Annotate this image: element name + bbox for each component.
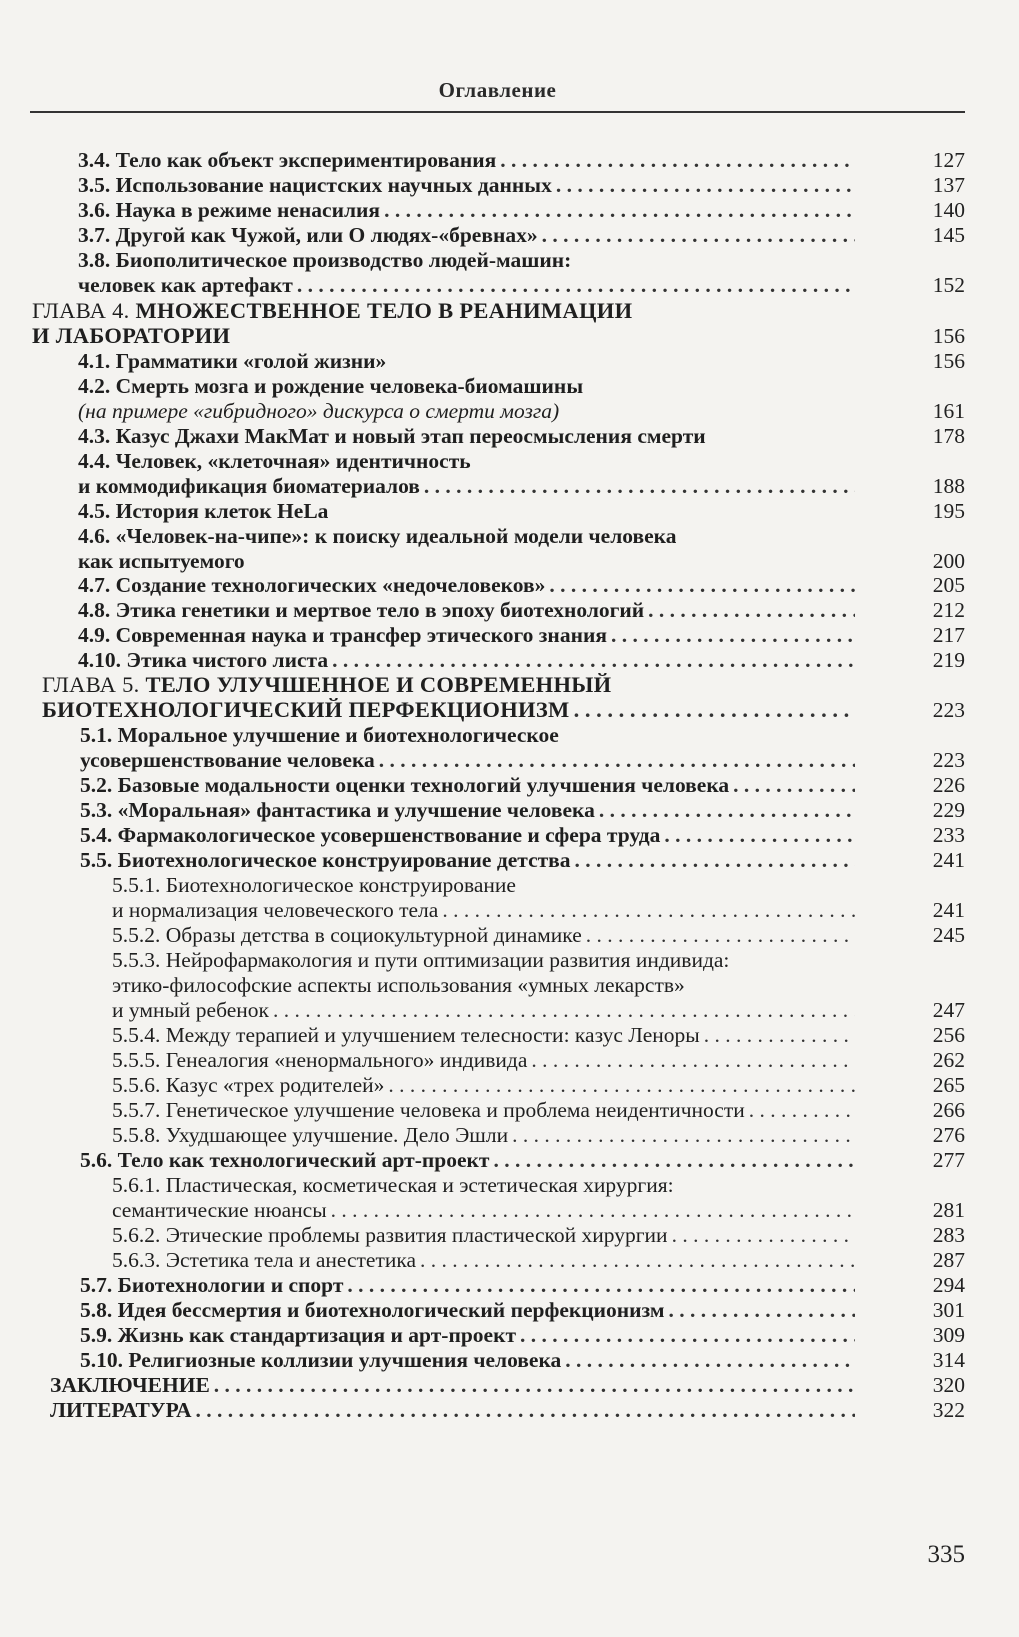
toc-entry-title: 4.2. Смерть мозга и рождение человека-биомашины: [78, 374, 584, 398]
toc-entry-title: 5.2. Базовые модальности оценки технологий улучшения человека: [80, 773, 730, 797]
toc-page-number: 247: [932, 998, 965, 1022]
toc-entry-title: 5.6. Тело как технологический арт-проект: [80, 1148, 490, 1172]
toc-entry: [78, 197, 855, 223]
toc-page-number: 137: [932, 173, 965, 197]
dot-leader: [729, 772, 855, 798]
toc-entry: [50, 1397, 855, 1423]
toc-entry: [112, 1222, 855, 1248]
toc-entry: [112, 947, 729, 973]
toc-entry-title: 5.8. Идея бессмертия и биотехнологический перфекционизм: [80, 1298, 665, 1322]
toc-entry: [112, 1197, 855, 1223]
toc-entry: [112, 997, 855, 1023]
toc-page-number: 294: [932, 1273, 965, 1297]
dot-leader: [570, 697, 855, 723]
toc-chapter-line: [32, 298, 632, 324]
dot-leader: [343, 1272, 855, 1298]
toc-page-number: 200: [932, 549, 965, 573]
toc-entry-title: 5.10. Религиозные коллизии улучшения человека: [80, 1348, 562, 1372]
toc-entry: [80, 797, 855, 823]
toc-page-number: 281: [932, 1198, 965, 1222]
toc-entry-title: 3.7. Другой как Чужой, или О людях-«бревнах»: [78, 223, 538, 247]
toc-entry: [78, 247, 571, 273]
toc-page-number: 152: [932, 273, 965, 297]
toc-entry-title: и нормализация человеческого тела: [112, 898, 439, 922]
toc-entry-title: человек как артефакт: [78, 273, 293, 297]
toc-entry: [80, 722, 559, 748]
toc-entry-title: 5.5.8. Ухудшающее улучшение. Дело Эшли: [112, 1123, 509, 1147]
toc-entry: [78, 523, 676, 549]
toc-page-number: 262: [932, 1048, 965, 1072]
dot-leader: [516, 1322, 855, 1348]
dot-leader: [489, 1147, 855, 1173]
dot-leader: [745, 1097, 855, 1123]
toc-page-number: 229: [932, 798, 965, 822]
toc-entry-title: 5.5.4. Между терапией и улучшением телесности: казус Леноры: [112, 1023, 700, 1047]
toc-entry-title: 4.1. Грамматики «голой жизни»: [78, 349, 387, 373]
toc-entry: [78, 597, 855, 623]
toc-page-number: 256: [932, 1023, 965, 1047]
toc-entry-title: 5.6.2. Этические проблемы развития пластической хирургии: [112, 1223, 668, 1247]
toc-page-number: 309: [932, 1323, 965, 1347]
toc-entry: [80, 772, 855, 798]
dot-leader: [293, 272, 855, 298]
dot-leader: [416, 1247, 855, 1273]
toc-entry-title: 5.6.1. Пластическая, косметическая и эстетическая хирургия:: [112, 1173, 674, 1197]
toc-page-number: 241: [932, 898, 965, 922]
chapter-label: ГЛАВА 4.: [32, 298, 136, 323]
toc-page-number: 145: [932, 223, 965, 247]
toc-entry: [78, 272, 855, 298]
dot-leader: [210, 1372, 855, 1398]
dot-leader: [508, 1122, 855, 1148]
toc-entry: [78, 647, 855, 673]
toc-entry: [78, 473, 855, 499]
dot-leader: [438, 897, 855, 923]
toc-entry-title: 4.4. Человек, «клеточная» идентичность: [78, 449, 471, 473]
toc-entry: [112, 1247, 855, 1273]
toc-entry-title: 5.5.6. Казус «трех родителей»: [112, 1073, 385, 1097]
dot-leader: [665, 1297, 855, 1323]
toc-entry-title: ЗАКЛЮЧЕНИЕ: [50, 1373, 210, 1397]
dot-leader: [668, 1222, 855, 1248]
toc-entry: [78, 548, 245, 574]
toc-entry: [112, 1072, 855, 1098]
dot-leader: [538, 222, 855, 248]
toc-entry: [78, 498, 328, 524]
dot-leader: [380, 197, 855, 223]
toc-entry: [112, 1047, 855, 1073]
toc-entry: [78, 147, 855, 173]
page-number: 335: [927, 1541, 965, 1568]
dot-leader: [420, 473, 855, 499]
dot-leader: [607, 622, 855, 648]
dot-leader: [375, 747, 855, 773]
toc-entry: [80, 1272, 855, 1298]
toc-chapter-line: [32, 323, 230, 349]
toc-entry-title: 5.1. Моральное улучшение и биотехнологическое: [80, 723, 559, 747]
toc-entry-title: 5.5.5. Генеалогия «ненормального» индивида: [112, 1048, 528, 1072]
toc-entry: [78, 572, 855, 598]
toc-entry-title: 5.4. Фармакологическое усовершенствование и сфера труда: [80, 823, 661, 847]
toc-entry: [112, 897, 855, 923]
toc-page-number: 156: [932, 349, 965, 373]
dot-leader: [700, 1022, 855, 1048]
toc-entry-title: как испытуемого: [78, 549, 245, 573]
toc-entry: [78, 448, 471, 474]
toc-page-number: 205: [932, 573, 965, 597]
toc-page-number: 212: [932, 598, 965, 622]
toc-entry-title: ЛИТЕРАТУРА: [50, 1398, 192, 1422]
toc-page-number: 301: [932, 1298, 965, 1322]
toc-entry: [112, 872, 516, 898]
toc-entry-title: 3.5. Использование нацистских научных данных: [78, 173, 552, 197]
toc-entry-title: И ЛАБОРАТОРИИ: [32, 323, 231, 348]
dot-leader: [496, 147, 855, 173]
toc-entry-title: 4.6. «Человек-на-чипе»: к поиску идеальной модели человека: [78, 524, 677, 548]
dot-leader: [595, 797, 855, 823]
toc-entry: [78, 348, 386, 374]
toc-entry: [112, 922, 855, 948]
toc-entry-title: 5.6.3. Эстетика тела и анестетика: [112, 1248, 417, 1272]
toc-chapter-line: [42, 697, 855, 723]
chapter-title: МНОЖЕСТВЕННОЕ ТЕЛО В РЕАНИМАЦИИ: [135, 298, 633, 323]
toc-entry-title: этико-философские аспекты использования «умных лекарств»: [112, 973, 685, 997]
toc-entry: [78, 222, 855, 248]
toc-page-number: 223: [932, 698, 965, 722]
toc-entry-title: 4.7. Создание технологических «недочеловеков»: [78, 573, 546, 597]
toc-entry-title: БИОТЕХНОЛОГИЧЕСКИЙ ПЕРФЕКЦИОНИЗМ: [42, 697, 570, 722]
toc-page-number: 277: [932, 1148, 965, 1172]
dot-leader: [327, 1197, 855, 1223]
toc-page-number: 195: [932, 499, 965, 523]
toc-entry-title: и коммодификация биоматериалов: [78, 474, 420, 498]
toc-entry-title: и умный ребенок: [112, 998, 269, 1022]
toc-entry: [50, 1372, 855, 1398]
toc-entry-title: 4.8. Этика генетики и мертвое тело в эпоху биотехнологий: [78, 598, 645, 622]
toc-entry: [112, 972, 685, 998]
toc-page-number: 276: [932, 1123, 965, 1147]
running-header: Оглавление: [438, 78, 557, 102]
toc-page-number: 266: [932, 1098, 965, 1122]
toc-entry: [80, 747, 855, 773]
toc-entry-title: 5.5. Биотехнологическое конструирование детства: [80, 848, 571, 872]
toc-entry: [78, 423, 706, 449]
toc-entry-title: 5.5.1. Биотехнологическое конструирование: [112, 873, 516, 897]
toc-entry: [112, 1097, 855, 1123]
toc-entry: [78, 398, 559, 424]
dot-leader: [561, 1347, 855, 1373]
toc-page-number: 320: [932, 1373, 965, 1397]
toc-entry: [80, 847, 855, 873]
toc-page-number: 241: [932, 848, 965, 872]
toc-entry: [78, 172, 855, 198]
dot-leader: [269, 997, 855, 1023]
toc-entry: [80, 1347, 855, 1373]
toc-entry-title: 5.9. Жизнь как стандартизация и арт-проект: [80, 1323, 517, 1347]
dot-leader: [644, 597, 855, 623]
toc-page-number: 161: [932, 399, 965, 423]
toc-entry-title: 3.8. Биополитическое производство людей-машин:: [78, 248, 572, 272]
dot-leader: [552, 172, 855, 198]
toc-page-number: 322: [932, 1398, 965, 1422]
chapter-title: ТЕЛО УЛУЧШЕННОЕ И СОВРЕМЕННЫЙ: [145, 672, 612, 697]
toc-page-number: 287: [932, 1248, 965, 1272]
toc-entry: [78, 373, 583, 399]
toc-page-number: 223: [932, 748, 965, 772]
toc-entry-title: семантические нюансы: [112, 1198, 327, 1222]
toc-page-number: 219: [932, 648, 965, 672]
chapter-label: ГЛАВА 5.: [42, 672, 146, 697]
toc-entry-title: 5.3. «Моральная» фантастика и улучшение человека: [80, 798, 595, 822]
toc-entry-title: 5.5.3. Нейрофармакология и пути оптимизации развития индивида:: [112, 948, 730, 972]
dot-leader: [571, 847, 855, 873]
toc-entry: [80, 822, 855, 848]
toc-entry-title: 5.5.2. Образы детства в социокультурной динамике: [112, 923, 582, 947]
toc-page-number: 245: [932, 923, 965, 947]
toc-entry-title: (на примере «гибридного» дискурса о смерти мозга): [78, 399, 560, 423]
toc-page-number: 226: [932, 773, 965, 797]
toc-entry-title: 4.5. История клеток HeLa: [78, 499, 329, 523]
toc-page-number: 188: [932, 474, 965, 498]
toc-entry-title: 4.10. Этика чистого листа: [78, 648, 329, 672]
toc-entry: [112, 1172, 674, 1198]
toc-entry: [78, 622, 855, 648]
toc-page-number: 233: [932, 823, 965, 847]
toc-page-number: 314: [932, 1348, 965, 1372]
toc-entry: [112, 1122, 855, 1148]
toc-page-number: 265: [932, 1073, 965, 1097]
toc-entry-title: 4.3. Казус Джахи МакМат и новый этап переосмысления смерти: [78, 424, 706, 448]
toc-entry-title: 4.9. Современная наука и трансфер этического знания: [78, 623, 607, 647]
toc-entry-title: [42, 672, 611, 698]
toc-chapter-line: [42, 672, 611, 698]
dot-leader: [545, 572, 855, 598]
toc-entry: [112, 1022, 855, 1048]
dot-leader: [527, 1047, 855, 1073]
dot-leader: [582, 922, 855, 948]
toc-page-number: 156: [932, 324, 965, 348]
toc-entry-title: 5.7. Биотехнологии и спорт: [80, 1273, 344, 1297]
toc-entry-title: усовершенствование человека: [80, 748, 375, 772]
toc-entry-title: [32, 298, 632, 324]
toc-page-number: 178: [932, 424, 965, 448]
toc-entry: [80, 1297, 855, 1323]
toc-entry: [80, 1147, 855, 1173]
dot-leader: [191, 1397, 855, 1423]
dot-leader: [328, 647, 855, 673]
toc-page-number: 127: [932, 148, 965, 172]
toc-page-number: 283: [932, 1223, 965, 1247]
toc-page-number: 217: [932, 623, 965, 647]
toc-entry-title: 3.6. Наука в режиме ненасилия: [78, 198, 381, 222]
dot-leader: [660, 822, 855, 848]
toc-page-number: 140: [932, 198, 965, 222]
toc-entry-title: 5.5.7. Генетическое улучшение человека и проблема неидентичности: [112, 1098, 745, 1122]
toc-entry-title: 3.4. Тело как объект экспериментирования: [78, 148, 497, 172]
toc-entry: [80, 1322, 855, 1348]
dot-leader: [384, 1072, 855, 1098]
